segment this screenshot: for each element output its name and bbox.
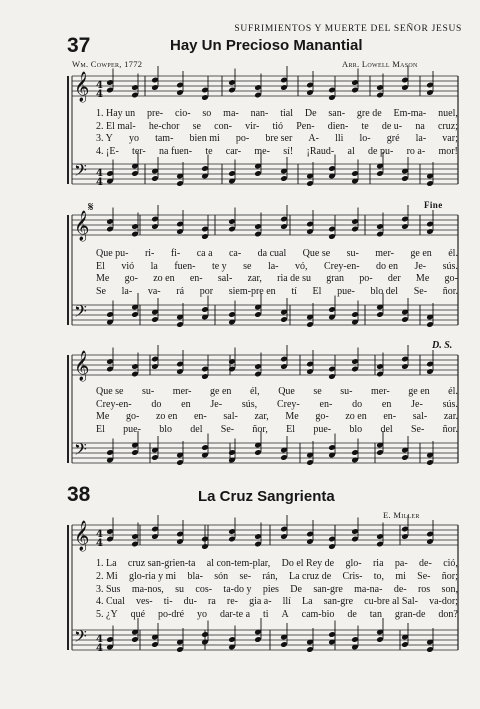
lyric-syllable: la- — [267, 260, 279, 272]
lyric-syllable: bla- — [187, 570, 203, 582]
lyric-syllable: él. — [448, 248, 458, 259]
lyric-syllable: mer- — [375, 248, 394, 259]
lyric-syllable: gran — [326, 273, 345, 284]
lyric-syllable: tan — [369, 609, 382, 621]
lyric-syllable: blo — [159, 423, 173, 435]
lyric-syllable: al con-tem-plar, — [206, 558, 271, 569]
lyric-syllable: rán, — [262, 570, 278, 582]
lyric-syllable: mi — [395, 570, 406, 582]
lyric-syllable: me- — [254, 145, 270, 157]
lyric-syllable: 1. La — [96, 558, 117, 569]
lyric-syllable: va- — [147, 285, 161, 297]
lyric-syllable: der — [387, 273, 401, 284]
lyric-syllable: gran-de — [394, 609, 426, 621]
lyric-syllable: Do el Rey de — [281, 558, 335, 569]
treble-clef-icon: 𝄞 — [74, 521, 90, 551]
lyric-syllable: La — [302, 596, 313, 608]
lyric-syllable: por — [199, 285, 214, 297]
lyric-syllable: san- — [328, 108, 346, 119]
lyric-syllable: vó, — [295, 260, 308, 272]
lyric-syllable: él, — [249, 386, 260, 397]
lyric-syllable: car- — [225, 145, 242, 157]
lyric-syllable: cos- — [195, 583, 213, 595]
lyric-syllable: san-gre — [323, 596, 354, 608]
lyric-syllable: Crey- — [276, 398, 300, 410]
lyric-syllable: zar. — [443, 411, 458, 422]
lyric-syllable: fi- — [170, 248, 181, 259]
lyric-syllable: ñor. — [442, 423, 458, 435]
lyric-syllable: te — [205, 145, 213, 157]
lyric-syllable: tió — [272, 120, 284, 132]
lyric-line — [96, 146, 458, 157]
lyric-syllable: re- — [226, 596, 238, 608]
hymn-number-37: 37 — [67, 34, 91, 57]
lyric-syllable: sal- — [217, 273, 233, 284]
lyric-syllable: var; — [442, 133, 458, 144]
lyric-syllable: de pu- — [368, 145, 394, 157]
lyric-syllable: ció, — [443, 558, 458, 569]
lyric-syllable: gia a- — [249, 596, 272, 608]
bass-clef-icon: 𝄢 — [74, 439, 87, 463]
lyric-syllable: so — [202, 108, 212, 119]
lyric-syllable: pue- — [337, 285, 355, 297]
lyric-syllable: pue- — [123, 423, 141, 435]
lyric-syllable: Me — [285, 411, 299, 422]
lyric-syllable: ge en — [408, 386, 430, 397]
lyric-line — [96, 261, 458, 272]
lyric-syllable: en- — [193, 411, 207, 422]
lyric-syllable: do — [151, 398, 162, 410]
lyric-syllable: él. — [448, 386, 458, 397]
lyric-syllable: dar-te a — [219, 609, 251, 621]
music-credit-38: E. Miller — [383, 510, 420, 520]
lyric-syllable: Pen- — [296, 120, 315, 132]
lyric-syllable: sús, — [241, 398, 258, 410]
lyric-syllable: en — [181, 398, 191, 410]
lyric-syllable: sal- — [412, 411, 428, 422]
lyric-syllable: Que se — [96, 386, 124, 397]
lyric-syllable: blo del — [370, 285, 399, 297]
lyric-syllable: al — [347, 145, 355, 157]
lyric-syllable: son, — [441, 583, 458, 595]
lyric-syllable: del — [190, 423, 203, 435]
lyric-syllable: ge en — [210, 386, 232, 397]
lyric-syllable: ma-nos, — [131, 583, 164, 595]
lyric-syllable: zar, — [254, 411, 269, 422]
lyric-syllable: qué — [130, 609, 146, 621]
time-signature-icon: 4 — [96, 538, 103, 549]
lyric-line — [96, 609, 458, 620]
lyric-syllable: dien- — [327, 120, 349, 132]
time-signature-icon: 4 — [96, 89, 103, 100]
lyric-line — [96, 596, 458, 607]
lyric-syllable: se — [243, 260, 252, 272]
music-credit: Arr. Lowell Mason — [342, 59, 418, 69]
lyric-syllable: fuen- — [174, 260, 196, 272]
lyric-syllable: du- — [183, 596, 197, 608]
lyric-syllable: yo — [128, 133, 139, 144]
lyric-syllable: 2. El mal- — [96, 120, 136, 132]
lyric-syllable: cio- — [175, 108, 191, 119]
lyric-syllable: A — [281, 609, 289, 621]
lyric-syllable: en- — [383, 411, 397, 422]
lyric-syllable: la — [150, 260, 158, 272]
lyric-syllable: na fuen- — [159, 145, 193, 157]
lyric-syllable: go- — [315, 411, 329, 422]
lyric-syllable: ma-na- — [354, 583, 383, 595]
lyric-line — [96, 248, 458, 259]
lyric-line — [96, 386, 458, 397]
lyric-syllable: cruz san-grien-ta — [127, 558, 196, 569]
lyric-syllable: cu-bre al Sal- — [364, 596, 419, 608]
lyric-syllable: Se- — [220, 423, 235, 435]
lyric-syllable: bre ser — [265, 133, 293, 144]
lyric-syllable: ñor; — [441, 570, 458, 582]
words-credit: Wm. Cowper, 1772 — [72, 59, 143, 69]
lyric-syllable: de- — [393, 583, 407, 595]
lyric-line — [96, 286, 458, 297]
lyric-line — [96, 108, 458, 119]
lyric-syllable: Cris- — [342, 570, 363, 582]
lyric-line — [96, 411, 458, 422]
lyric-syllable: mer- — [371, 386, 390, 397]
segno-icon: 𝄋 — [88, 200, 94, 215]
lyric-syllable: El — [312, 285, 322, 297]
time-signature-icon: 4 — [96, 80, 103, 91]
section-header: SUFRIMIENTOS Y MUERTE DEL SEÑOR JESUS — [234, 24, 462, 34]
lyric-syllable: en- — [319, 398, 333, 410]
lyric-syllable: con- — [214, 120, 232, 132]
lyric-syllable: 3. Sus — [96, 583, 121, 595]
lyric-syllable: El — [286, 423, 296, 435]
lyric-syllable: De — [304, 108, 317, 119]
lyric-syllable: tí — [291, 285, 297, 297]
lyric-syllable: do — [352, 398, 363, 410]
lyric-syllable: pre- — [147, 108, 164, 119]
lyric-syllable: mor! — [438, 145, 458, 157]
lyric-syllable: po-dré — [158, 609, 185, 621]
lyric-syllable: pies — [262, 583, 279, 595]
lyric-syllable: la- — [121, 285, 133, 297]
lyric-syllable: llí — [282, 596, 291, 608]
lyric-line — [96, 558, 458, 569]
lyric-syllable: he-chor — [148, 120, 180, 132]
bass-clef-icon: 𝄢 — [74, 626, 87, 650]
lyric-syllable: tam- — [155, 133, 174, 144]
lyric-syllable: sús. — [442, 260, 458, 272]
lyric-syllable: tial — [280, 108, 293, 119]
lyric-syllable: en — [381, 398, 392, 410]
lyric-syllable: su- — [346, 248, 359, 259]
lyric-syllable: do en — [376, 260, 398, 272]
treble-clef-icon: 𝄞 — [74, 351, 90, 381]
lyric-line — [96, 571, 458, 582]
lyric-syllable: te — [361, 120, 369, 132]
lyric-line — [96, 121, 458, 132]
lyric-syllable: se — [192, 120, 201, 132]
lyric-syllable: Me — [96, 411, 110, 422]
lyric-syllable: ro a- — [406, 145, 426, 157]
lyric-syllable: ca- — [228, 248, 242, 259]
lyric-syllable: su- — [142, 386, 155, 397]
lyric-syllable: El — [96, 423, 105, 435]
lyric-syllable: se — [313, 386, 322, 397]
lyric-syllable: Crey-en- — [323, 260, 360, 272]
lyric-syllable: ta-do y — [223, 583, 252, 595]
lyric-syllable: sí! — [283, 145, 294, 157]
lyric-syllable: Em-ma- — [393, 108, 427, 119]
bass-clef-icon: 𝄢 — [74, 301, 87, 325]
lyric-syllable: glo-ria y mi — [128, 570, 177, 582]
lyric-syllable: Me — [96, 273, 110, 284]
lyric-syllable: te y — [211, 260, 227, 272]
hymn-title-38: La Cruz Sangrienta — [198, 488, 335, 505]
time-signature-icon: 4 — [96, 177, 103, 188]
lyric-syllable: ria — [372, 558, 384, 569]
lyric-syllable: va-dor; — [429, 596, 458, 608]
lyric-syllable: cam-bio — [301, 609, 335, 621]
lyric-syllable: to, — [373, 570, 385, 582]
lyric-syllable: go- — [444, 273, 458, 284]
lyric-syllable: mer- — [172, 386, 192, 397]
lyric-syllable: ti- — [163, 596, 173, 608]
lyric-syllable: 3. Y — [96, 133, 113, 144]
lyric-syllable: Se- — [417, 570, 431, 582]
lyric-syllable: 2. Mi — [96, 570, 118, 582]
lyric-syllable: ge en — [410, 248, 432, 259]
lyric-syllable: ¡Raud- — [306, 145, 335, 157]
lyric-syllable: ti — [262, 609, 269, 621]
lyric-syllable: Je- — [411, 398, 423, 410]
lyric-syllable: ca a — [196, 248, 213, 259]
lyric-syllable: su- — [340, 386, 353, 397]
lyric-syllable: 4. ¡E- — [96, 145, 119, 157]
ds-mark: D. S. — [432, 340, 453, 351]
lyric-syllable: vió — [121, 260, 135, 272]
lyric-syllable: del — [380, 423, 393, 435]
hymn-number-38: 38 — [67, 483, 91, 506]
lyric-syllable: de u- — [381, 120, 403, 132]
fine-mark: Fine — [424, 200, 443, 210]
lyric-syllable: siem-pre en — [228, 285, 276, 297]
time-signature-icon: 4 — [96, 529, 103, 540]
lyric-syllable: se- — [239, 570, 252, 582]
lyric-syllable: de- — [419, 558, 432, 569]
lyric-syllable: ma- — [223, 108, 239, 119]
lyric-line — [96, 133, 458, 144]
lyric-syllable: lli — [335, 133, 344, 144]
lyric-syllable: Se- — [410, 423, 425, 435]
treble-clef-icon: 𝄞 — [74, 211, 90, 241]
time-signature-icon: 4 — [96, 634, 103, 645]
lyric-syllable: zo en — [345, 411, 367, 422]
time-signature-icon: 4 — [96, 168, 103, 179]
lyric-line — [96, 424, 458, 435]
lyric-syllable: Que — [278, 386, 295, 397]
lyric-syllable: gre de — [356, 108, 382, 119]
lyric-syllable: Se- — [413, 285, 428, 297]
lyric-syllable: zo en — [153, 273, 175, 284]
lyric-syllable: zo en — [155, 411, 178, 422]
lyric-syllable: en- — [189, 273, 203, 284]
lyric-syllable: gré — [386, 133, 400, 144]
lyric-syllable: ri- — [144, 248, 155, 259]
lyric-syllable: glo- — [345, 558, 362, 569]
lyric-syllable: po- — [235, 133, 250, 144]
lyric-syllable: la- — [415, 133, 427, 144]
lyric-syllable: ros — [417, 583, 431, 595]
lyric-syllable: ves- — [135, 596, 153, 608]
lyric-syllable: cruz; — [437, 120, 458, 132]
bass-clef-icon: 𝄢 — [74, 160, 87, 184]
lyric-syllable: Je- — [210, 398, 223, 410]
lyric-syllable: blo — [349, 423, 363, 435]
lyric-syllable: go- — [124, 273, 138, 284]
lyric-syllable: don? — [438, 609, 458, 621]
hymn-title-37: Hay Un Precioso Manantial — [170, 37, 363, 54]
lyric-syllable: La cruz de — [288, 570, 332, 582]
lyric-syllable: san-gre — [313, 583, 343, 595]
lyric-syllable: de — [347, 609, 357, 621]
lyric-syllable: sal- — [223, 411, 238, 422]
lyric-syllable: pa- — [394, 558, 408, 569]
lyric-syllable: Me — [415, 273, 430, 284]
lyric-syllable: go- — [125, 411, 140, 422]
lyric-syllable: Que pu- — [96, 248, 129, 259]
time-signature-icon: 4 — [96, 643, 103, 654]
lyric-syllable: rá — [176, 285, 185, 297]
lyric-syllable: da cual — [257, 248, 287, 259]
lyric-syllable: zar, — [247, 273, 262, 284]
lyric-syllable: nan- — [250, 108, 269, 119]
lyric-syllable: ter- — [132, 145, 146, 157]
lyric-syllable: sús. — [442, 398, 458, 410]
lyric-syllable: 1. Hay un — [96, 108, 136, 119]
lyric-syllable: 4. Cual — [96, 596, 125, 608]
lyric-syllable: na — [415, 120, 425, 132]
lyric-syllable: su — [175, 583, 185, 595]
lyric-syllable: El — [96, 260, 105, 272]
lyric-syllable: yo — [197, 609, 208, 621]
lyric-syllable: són — [214, 570, 229, 582]
lyric-syllable: ria de su — [277, 273, 312, 284]
lyric-syllable: ñor. — [442, 285, 458, 297]
lyric-syllable: po- — [359, 273, 373, 284]
lyric-syllable: 5. ¿Y — [96, 609, 118, 621]
lyric-syllable: A- — [308, 133, 319, 144]
lyric-syllable: Que se — [302, 248, 331, 259]
lyric-syllable: ñor, — [252, 423, 268, 435]
lyric-syllable: De — [290, 583, 302, 595]
lyric-syllable: bien mi — [189, 133, 220, 144]
lyric-syllable: pue- — [313, 423, 332, 435]
lyric-line — [96, 273, 458, 284]
lyric-syllable: nuel, — [438, 108, 458, 119]
lyric-line — [96, 584, 458, 595]
lyric-line — [96, 399, 458, 410]
lyric-syllable: lo- — [359, 133, 371, 144]
treble-clef-icon: 𝄞 — [74, 72, 90, 102]
lyric-syllable: Se — [96, 285, 106, 297]
lyric-syllable: vir- — [245, 120, 260, 132]
lyric-syllable: Crey-en- — [96, 398, 132, 410]
lyric-syllable: Je- — [414, 260, 427, 272]
lyric-syllable: ra — [208, 596, 216, 608]
